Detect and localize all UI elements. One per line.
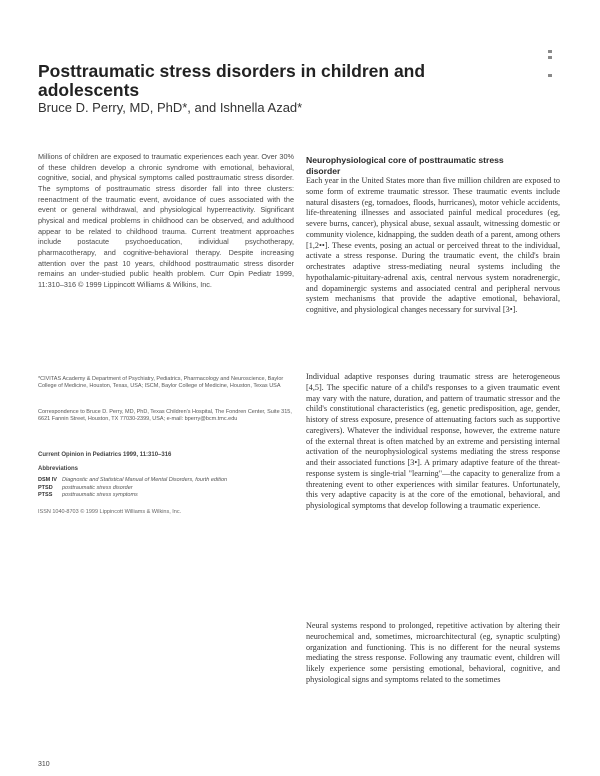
abbreviation-row xyxy=(38,492,298,500)
abbreviations-list xyxy=(38,477,298,500)
abbreviations-title: Abbreviations xyxy=(38,466,79,472)
margin-mark xyxy=(548,56,552,59)
abbreviation-meaning: posttraumatic stress symptoms xyxy=(62,492,138,498)
abbreviation-term: DSM IV xyxy=(38,477,57,483)
body-paragraph: Neural systems respond to prolonged, repetitive activation by altering their neurochemical and, sometimes, microarchitectural (eg, synaptic sculpting) organization and functioning. This is no different for the neural systems mediating the stress response. Following any traumatic event, children will likely experience some persisting emotional, behavioral, cognitive, and physiological signs and symptoms related to the sometimes xyxy=(306,621,560,684)
article-title: Posttraumatic stress disorders in children and adolescents xyxy=(38,61,426,100)
abbreviation-meaning: Diagnostic and Statistical Manual of Mental Disorders, fourth edition xyxy=(62,477,228,483)
margin-mark xyxy=(548,74,552,77)
abbreviation-meaning: posttraumatic stress disorder xyxy=(62,484,133,491)
abbreviation-row xyxy=(38,477,298,485)
issn-copyright: ISSN 1040-8703 © 1999 Lippincott Williams & Wilkins, Inc. xyxy=(38,509,182,515)
body-paragraph: Each year in the United States more than five million children are exposed to some form of extreme traumatic stressor. These traumatic events include natural disasters (eg, tornadoes, floods, hurricanes), motor vehicle accidents, life-threatening illnesses and associated painful medical procedures (eg, severe burns, cancer), physical abuse, sexual assault, witnessing domestic or community violence, kidnapping, the sudden death of a parent, among others [1,2••]. These events, posing an actual or perceived threat to the individual, activate a stress response. During the traumatic event, the child's brain orchestrates adaptive stress-mediating neural systems including the hypothalamic-pituitary-adrenal axis, central nervous system noradrenergic, and dopaminergic systems and associated central and peripheral nervous system mechanisms that provide the adaptive emotional, behavioral, cognitive, and physiological changes necessary for survival [3•]. xyxy=(306,176,560,314)
body-paragraph: Individual adaptive responses during traumatic stress are heterogeneous [4,5]. The specific nature of a child's responses to a given traumatic event may vary with the nature, duration, and pattern of traumatic stressor and the child's constitutional characteristics (eg, genetic predisposition, age, gender, history of stress exposure, presence of attenuating factors such as supportive caregivers). Whatever the individual response, however, the extreme nature of the external threat is often matched by an extreme and persisting internal activation of the neurophysiological systems mediating the stress response and their associated functions [3•]. A primary adaptive feature of the threat-response system is single-trial "learning"—the capacity to generalize from a threatening event to other experiences with similar features. Unfortunately, this very adaptive capacity is at the core of the emotional, behavioral, and physiological symptoms that develop following a traumatic experience. xyxy=(306,372,560,510)
abstract: Millions of children are exposed to traumatic experiences each year. Over 30% of these children develop a chronic syndrome with emotional, behavioral, cognitive, social, and physical symptoms called posttraumatic stress disorder. The symptoms of posttraumatic stress disorder fall into three clusters: reenactment of the traumatic event, avoidance of cues associated with the event or general withdrawal, and physiological hyperreactivity. Significant physical and medical problems in childhood can be observed, and adulthood appear to be related to childhood trauma. Current treatment approaches include postacute psychoeducation, individual psychotherapy, pharmacotherapy, and cognitive-behavioral therapy. Despite increasing attention over the past 10 years, childhood posttraumatic stress disorder remains an under-studied public health problem. Curr Opin Pediatr 1999, 11:310–316 © 1999 Lippincott Williams & Wilkins, Inc. xyxy=(38,152,294,289)
affiliation-note: *CIVITAS Academy & Department of Psychiatry, Pediatrics, Pharmacology and Neuroscience, Baylor College of Medicine, Houston, Texas, USA; ISCM, Baylor College of Medicine, Houston, Texas USA xyxy=(38,376,284,390)
margin-mark xyxy=(548,50,552,53)
page-number: 310 xyxy=(38,761,50,768)
abbreviation-row xyxy=(38,485,298,493)
abbreviation-term: PTSS xyxy=(38,492,53,498)
correspondence-note: Correspondence to Bruce D. Perry, MD, PhD, Texas Children's Hospital, The Fondren Center, Suite 315, 6621 Fannin Street, Houston, TX 77030-2399, USA; e-mail: bperry@bcm.tmc.edu xyxy=(38,409,292,423)
section-heading: Neurophysiological core of posttraumatic stress disorder xyxy=(306,155,504,176)
abbreviation-term: PTSD xyxy=(38,484,53,491)
journal-citation: Current Opinion in Pediatrics 1999, 11:310–316 xyxy=(38,452,172,458)
article-authors: Bruce D. Perry, MD, PhD*, and Ishnella Azad* xyxy=(38,100,303,115)
